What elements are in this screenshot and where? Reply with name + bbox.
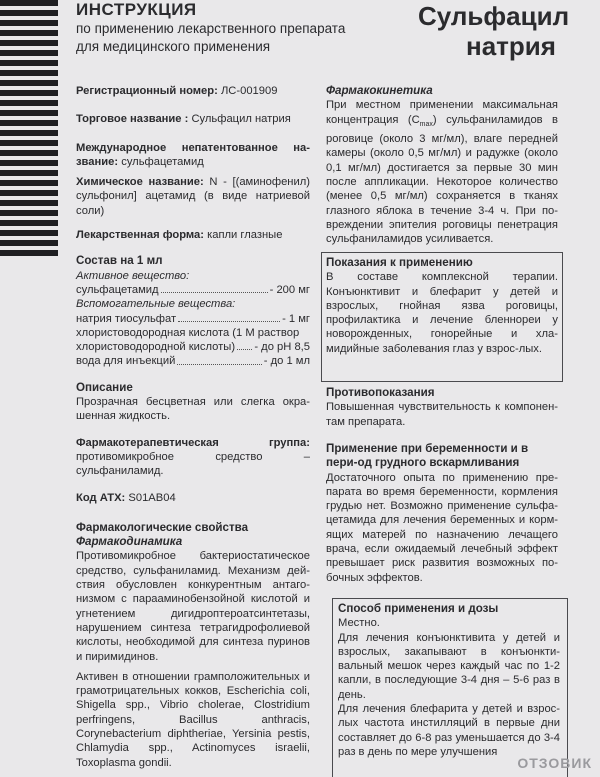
atc-label: Код АТХ:	[76, 491, 126, 504]
pharm-group-label: Фармакотерапевтическая группа:	[76, 436, 310, 449]
chem-value: N - [(аминофенил) сульфонил] ацетамид (в виде натриевой соли)	[76, 176, 310, 217]
indications-text: В составе комплексной терапии. Конъюнктивит и блефарит у детей и взрослых, гнойная язва роговицы, профилактика и лечение бленнореи у новорожденных, гонорейные и хла-мидийные заболевания глаз у взрос-лых.	[326, 271, 558, 355]
dosage-title: Способ применения и дозы	[338, 602, 499, 615]
excipient-2-amount: - до рН 8,5	[254, 341, 310, 354]
form-value: капли глазные	[207, 229, 283, 242]
excipient-row-3	[76, 354, 310, 368]
barcode-stripes	[0, 0, 58, 260]
active-amount: - 200 мг	[269, 283, 310, 296]
pharmacodynamics-title: Фармакодинамика	[76, 535, 183, 549]
active-row	[76, 283, 310, 297]
description-title: Описание	[76, 380, 133, 394]
dosage-text-2: Для лечения конъюнктивита у детей и взрослых, закапывают в конъюнкти-вальный мешок через каждый час по 1-2 капли, в последующие 3-4 дня – 5-6 раз в день.	[338, 631, 560, 701]
contraindications-section	[326, 386, 558, 429]
excipient-row-1	[76, 312, 310, 326]
right-column	[326, 84, 558, 247]
excipient-2-line1: хлористоводородная кислота (1 М раствор	[76, 326, 300, 339]
drug-name-line1: Сульфацил	[418, 1, 570, 31]
pk-text-a: При местном применении максимальная концентрация (C	[326, 99, 558, 126]
composition-title: Состав на 1 мл	[76, 254, 163, 268]
excipient-3-name: вода для инъекций	[76, 355, 176, 368]
dosage-text-1: Местно.	[338, 617, 380, 630]
excipient-2-line2: хлористоводородной кислоты)	[76, 341, 236, 354]
trade-label: Торговое название :	[76, 113, 189, 126]
pregnancy-title: Применение при беременности и в пери-од грудного вскармливания	[326, 442, 529, 470]
active-label: Активное вещество:	[76, 269, 190, 282]
indications-title: Показания к применению	[326, 256, 473, 269]
inn-label: Международное непатентованное на-звание:	[76, 141, 310, 168]
doc-subtitle-line2: для медицинского применения	[76, 39, 271, 54]
pharmacokinetics-text	[326, 98, 558, 246]
pk-text-sub: max	[419, 120, 433, 128]
contraindications-title: Противопоказания	[326, 386, 435, 399]
excipient-1-amount: - 1 мг	[282, 312, 310, 325]
atc-value: S01AB04	[128, 491, 176, 504]
excipient-3-amount: - до 1 мл	[263, 355, 310, 368]
pharmacodynamics-text: Противомикробное бактериостатическое средство, сульфаниламид. Механизм дей-ствия обусловлен конкурентным антаго-низмом с парааминобензойной кислотой и угнетением дигидроптероатсинтетазы, нарушением синтеза тетрагидрофолиевой кислоты, необходимой для синтеза пуринов и пиримидинов.	[76, 550, 310, 663]
doc-title: ИНСТРУКЦИЯ	[76, 0, 197, 19]
chem-label: Химическое название:	[76, 176, 204, 189]
dosage-text-3: Для лечения блефарита у детей и взрос-лых частота инстилляций в первые дни составляет до 6-8 раз уменьшается до 3-4 раз в день по мере улучшения	[338, 703, 560, 758]
pharmacokinetics-title: Фармакокинетика	[326, 84, 433, 97]
inn-value: сульфацетамид	[121, 155, 204, 168]
dosage-section	[338, 602, 560, 759]
site-watermark: ОТЗОВИК	[517, 755, 592, 771]
pharmacodynamics-text-2: Активен в отношении грамположительных и грамотрицательных кокков, Escherichia coli, Shigella spp., Vibrio cholerae, Clostridium perfringens, Bacillus anthracis, Corynebacterium diphtheriae, Yersinia pestis, Chlamydia spp., Actinomyces israelii, Toxoplasma gondii.	[76, 670, 310, 769]
drug-name-line2: натрия	[466, 31, 556, 61]
pregnancy-section	[326, 442, 558, 585]
form-label: Лекарственная форма:	[76, 229, 204, 242]
pharm-group-value: противомикробное средство – сульфаниламид.	[76, 450, 310, 478]
left-column	[76, 84, 310, 770]
reg-value: ЛС-001909	[220, 85, 278, 97]
pk-text-b: ) сульфаниламидов в роговице (около 3 мг/мл), влаге передней камеры (около 0,5 мг/мл) и радужке (около 0,1 мг/мл) достигается за первые 30 мин после аппликации. Некоторое количество (менее 0,5 мг/мл) сохраняется в тканях глазного яблока в течение 3-4 ч. При по-вреждении эпителия роговицы пенетрация сульфаниламидов усиливается.	[326, 113, 558, 246]
reg-label: Регистрационный номер:	[76, 85, 218, 97]
description-text: Прозрачная бесцветная или слегка окра-шенная жидкость.	[76, 396, 310, 423]
doc-subtitle-line1: по применению лекарственного препарата	[76, 21, 346, 36]
contraindications-text: Повышенная чувствительность к компонен-там препарата.	[326, 401, 558, 428]
excipients-label: Вспомогательные вещества:	[76, 298, 236, 311]
excipient-row-2	[76, 340, 310, 354]
drug-name	[418, 1, 596, 61]
trade-value: Сульфацил натрия	[191, 113, 291, 126]
pregnancy-text: Достаточного опыта по применению пре-парата во время беременности, кормления грудью нет. Возможно применение сульфа-цетамида для лечения беременных и корм-ящих матерей по назначению лечащего врача, если ожидаемый лечебный эффект превышает риск развития возможных по-бочных эффектов.	[326, 471, 558, 584]
indications-section	[326, 256, 558, 356]
active-name: сульфацетамид	[76, 283, 159, 296]
excipient-1-name: натрия тиосульфат	[76, 312, 177, 325]
pharm-props-title: Фармакологические свойства	[76, 520, 249, 534]
